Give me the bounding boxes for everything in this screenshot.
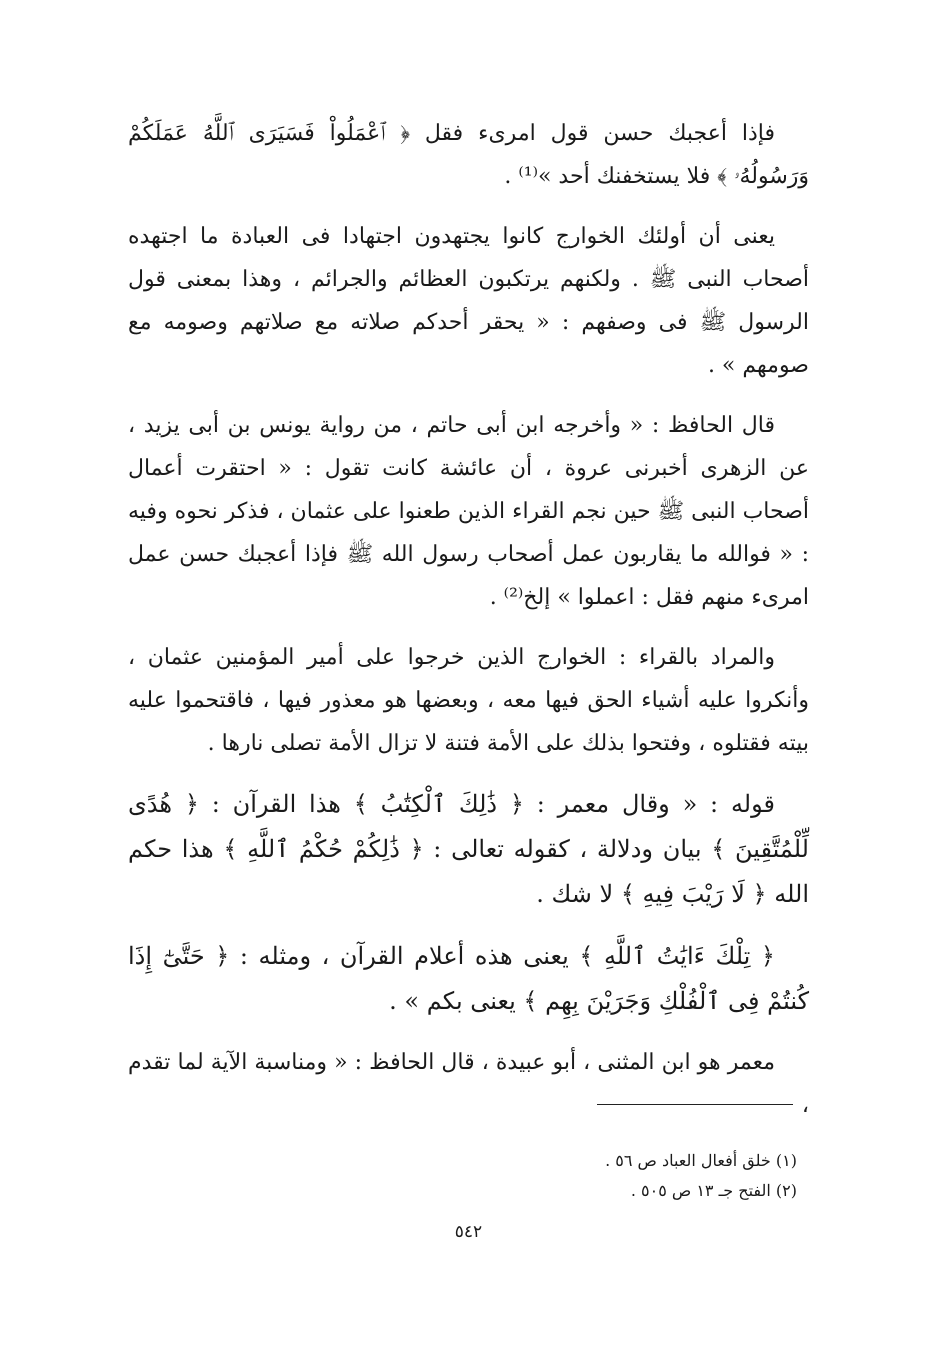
footnote-divider xyxy=(597,1104,793,1105)
paragraph-6: ﴿ تِلْكَ ءَايَٰتُ ٱللَّهِ ﴾ يعنى هذه أعلام القرآن ، ومثله : ﴿ حَتَّىٰٓ إِذَا كُنتُمْ فِى ٱلْفُلْكِ وَجَرَيْنَ بِهِم ﴾ يعنى بكم » . xyxy=(128,942,809,1015)
paragraph-7: معمر هو ابن المثنى ، أبو عبيدة ، قال الحافظ : « ومناسبة الآية لما تقدم ، xyxy=(128,1050,809,1118)
page-number: ٥٤٢ xyxy=(454,1222,483,1242)
paragraph-5: قوله : « وقال معمر : ﴿ ذَٰلِكَ ٱلْكِتَٰبُ ﴾ هذا القرآن : ﴿ هُدًى لِّلْمُتَّقِينَ ﴾ بيان ودلالة ، كقوله تعالى : ﴿ ذَٰلِكُمْ حُكْمُ ٱللَّهِ ﴾ هذا حكم الله ﴿ لَا رَيْبَ فِيهِ ﴾ لا شك . xyxy=(128,790,809,908)
footnotes xyxy=(128,1146,797,1206)
paragraph-1: فإذا أعجبك حسن قول امرىء فقل ﴿ ٱعْمَلُواْ فَسَيَرَى ٱللَّهُ عَمَلَكُمْ وَرَسُولُهُۥ ﴾ فلا يستخفنك أحد »⁽¹⁾ . xyxy=(128,121,809,189)
paragraph-4: والمراد بالقراء : الخوارج الذين خرجوا على أمير المؤمنين عثمان ، وأنكروا عليه أشياء الحق فيها معه ، وبعضها هو معذور فيها ، فاقتحموا عليه بيته فقتلوه ، وفتحوا بذلك على الأمة فتنة لا تزال الأمة تصلى نارها . xyxy=(128,645,809,756)
paragraph-3: قال الحافظ : « وأخرجه ابن أبى حاتم ، من رواية يونس بن أبى يزيد ، عن الزهرى أخبرنى عروة ، أن عائشة كانت تقول : « احتقرت أعمال أصحاب النبى ﷺ حين نجم القراء الذين طعنوا على عثمان ، فذكر نحوه وفيه : « فوالله ما يقاربون عمل أصحاب رسول الله ﷺ فإذا أعجبك حسن عمل امرىء منهم فقل : اعملوا » إلخ⁽²⁾ . xyxy=(128,413,809,610)
paragraph-2: يعنى أن أولئك الخوارج كانوا يجتهدون اجتهادا فى العبادة ما اجتهده أصحاب النبى ﷺ . ولكنهم يرتكبون العظائم والجرائم ، وهذا بمعنى قول الرسول ﷺ فى وصفهم : « يحقر أحدكم صلاته مع صلاتهم وصومه مع صومهم » . xyxy=(128,224,809,378)
footnote-1: (١) خلق أفعال العباد ص ٥٦ . xyxy=(605,1151,797,1170)
main-text xyxy=(128,112,809,1144)
footnote-2: (٢) الفتح جـ ١٣ ص ٥٠٥ . xyxy=(630,1181,797,1200)
